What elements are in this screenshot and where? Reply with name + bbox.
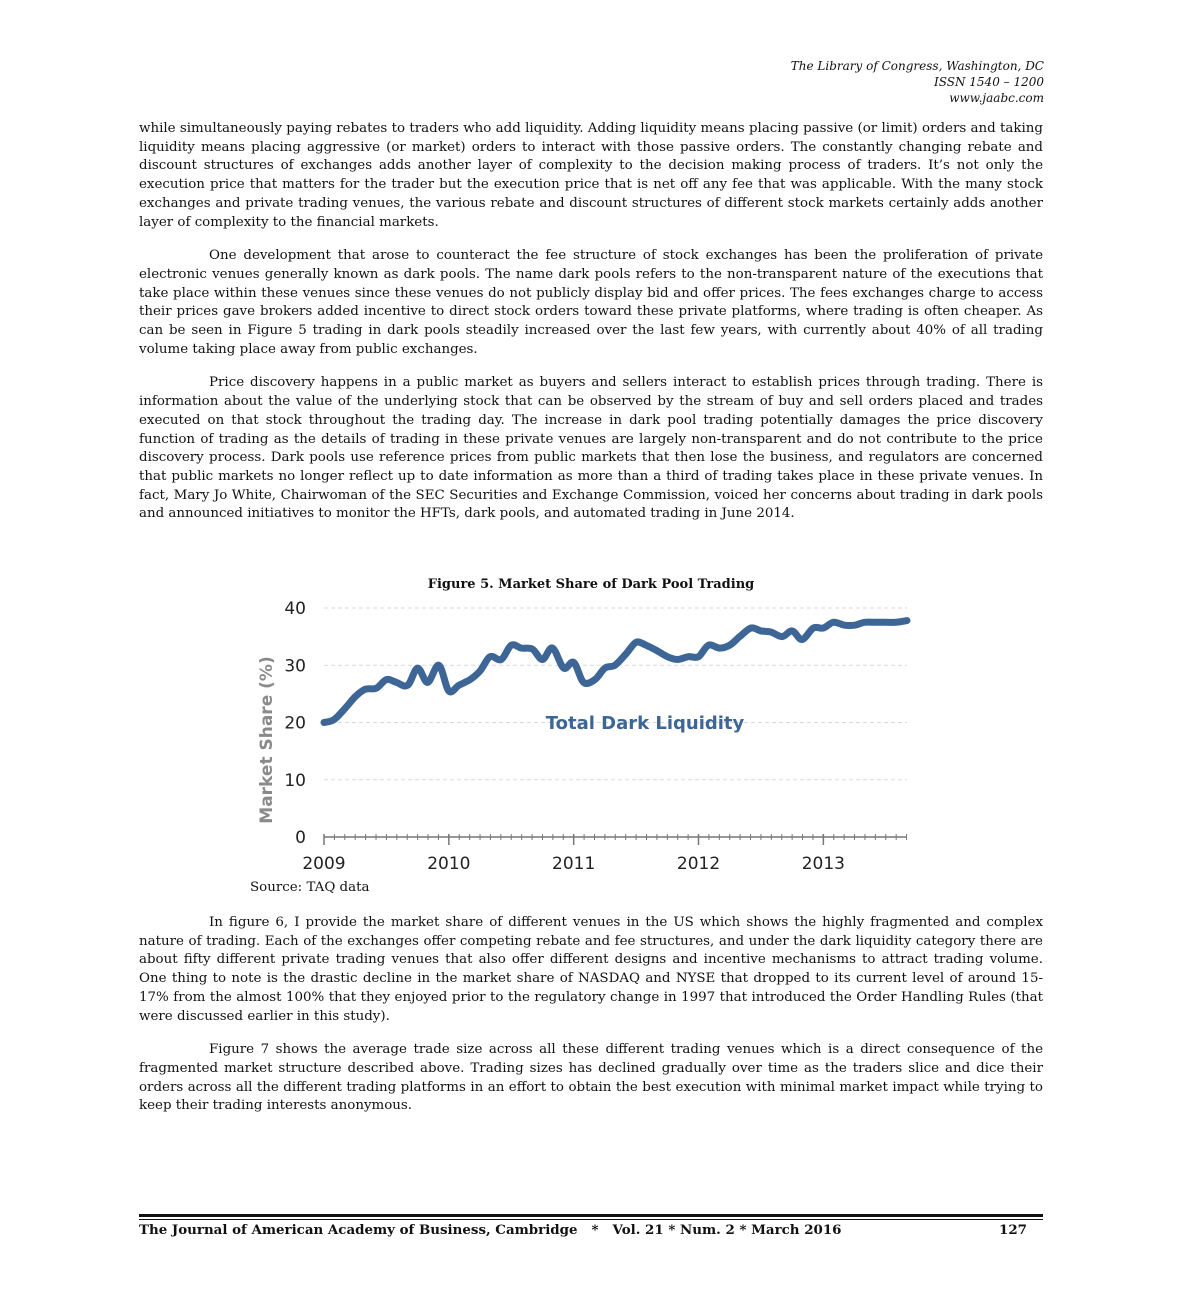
x-tick-label: 2012 xyxy=(676,854,721,874)
header-website: www.jaabc.com xyxy=(949,91,1044,105)
market-share-chart xyxy=(250,594,920,884)
paragraph-1: while simultaneously paying rebates to traders who add liquidity. Adding liquidity means placing passive (or limit) orders and taking liquidity means placing aggressive (or market) orders to interact with those passive orders. The constantly changing rebate and discount structures of exchanges adds another layer of complexity to the decision making process of traders. It’s not only the execution price that matters for the trader but the execution price that is net off any fee that was applicable. With the many stock exchanges and private trading venues, the various rebate and discount structures of different stock markets certainly adds another layer of complexity to the financial markets. xyxy=(139,121,1043,230)
x-tick-label: 2013 xyxy=(801,854,845,874)
figure-caption: Figure 5. Market Share of Dark Pool Trading xyxy=(427,577,755,592)
paragraph-5: Figure 7 shows the average trade size across all these different trading venues which is a direct consequence of the fragmented market structure described above. Trading sizes has declined gradually over time as the traders slice and dice their orders across all the different trading platforms in an effort to obtain the best execution with minimal market impact while trying to keep their trading interests anonymous. xyxy=(139,1042,1043,1114)
y-tick-label: 30 xyxy=(284,656,306,677)
page-number: 127 xyxy=(999,1222,1027,1238)
footer-rule-thick xyxy=(139,1214,1043,1217)
x-tick-label: 2009 xyxy=(302,854,346,874)
footer-rule-thin xyxy=(139,1219,1043,1220)
y-tick-label: 20 xyxy=(284,713,306,734)
chart-series xyxy=(324,621,907,723)
x-tick-label: 2011 xyxy=(552,854,596,874)
series-annotation: Total Dark Liquidity xyxy=(545,713,745,734)
chart-x-axis xyxy=(302,834,907,874)
body-text-bottom xyxy=(139,914,1043,1131)
header-issn: ISSN 1540 – 1200 xyxy=(934,75,1044,89)
y-tick-label: 10 xyxy=(284,770,306,791)
y-axis-label: Market Share (%) xyxy=(257,656,277,824)
page-header xyxy=(791,58,1044,106)
footer-journal: The Journal of American Academy of Business, Cambridge * Vol. 21 * Num. 2 * March 2016 xyxy=(139,1222,842,1238)
paragraph-4: In figure 6, I provide the market share of different venues in the US which shows the highly fragmented and complex nature of trading. Each of the exchanges offer competing rebate and fee structures, and under the dark liquidity category there are about fifty different private trading venues that also offer different designs and incentive mechanisms to attract trading volume. One thing to note is the drastic decline in the market share of NASDAQ and NYSE that dropped to its current level of around 15-17% from the almost 100% that they enjoyed prior to the regulatory change in 1997 that introduced the Order Handling Rules (that were discussed earlier in this study). xyxy=(139,915,1043,1024)
chart-y-ticks xyxy=(284,599,306,848)
header-library: The Library of Congress, Washington, DC xyxy=(790,59,1044,73)
body-text-top xyxy=(139,120,1043,539)
chart-grid xyxy=(324,608,907,780)
x-tick-label: 2010 xyxy=(427,854,471,874)
y-tick-label: 40 xyxy=(284,599,306,619)
series-line xyxy=(324,621,907,723)
figure-source: Source: TAQ data xyxy=(250,880,370,895)
paragraph-2: One development that arose to counteract the fee structure of stock exchanges has been the proliferation of private electronic venues generally known as dark pools. The name dark pools refers to the non-transparent nature of the executions that take place within these venues since these venues do not publicly display bid and offer prices. The fees exchanges charge to access their prices gave brokers added incentive to direct stock orders toward these private platforms, where trading is often cheaper. As can be seen in Figure 5 trading in dark pools steadily increased over the last few years, with currently about 40% of all trading volume taking place away from public exchanges. xyxy=(139,248,1043,357)
paragraph-3: Price discovery happens in a public market as buyers and sellers interact to establish prices through trading. There is information about the value of the underlying stock that can be observed by the stream of buy and sell orders placed and trades executed on that stock throughout the trading day. The increase in dark pool trading potentially damages the price discovery function of trading as the details of trading in these private venues are largely non-transparent and do not contribute to the price discovery process. Dark pools use reference prices from public markets that then lose the business, and regulators are concerned that public markets no longer reflect up to date information as more than a third of trading takes place in these private venues. In fact, Mary Jo White, Chairwoman of the SEC Securities and Exchange Commission, voiced her concerns about trading in dark pools and announced initiatives to monitor the HFTs, dark pools, and automated trading in June 2014. xyxy=(139,375,1043,522)
y-tick-label: 0 xyxy=(295,828,306,848)
